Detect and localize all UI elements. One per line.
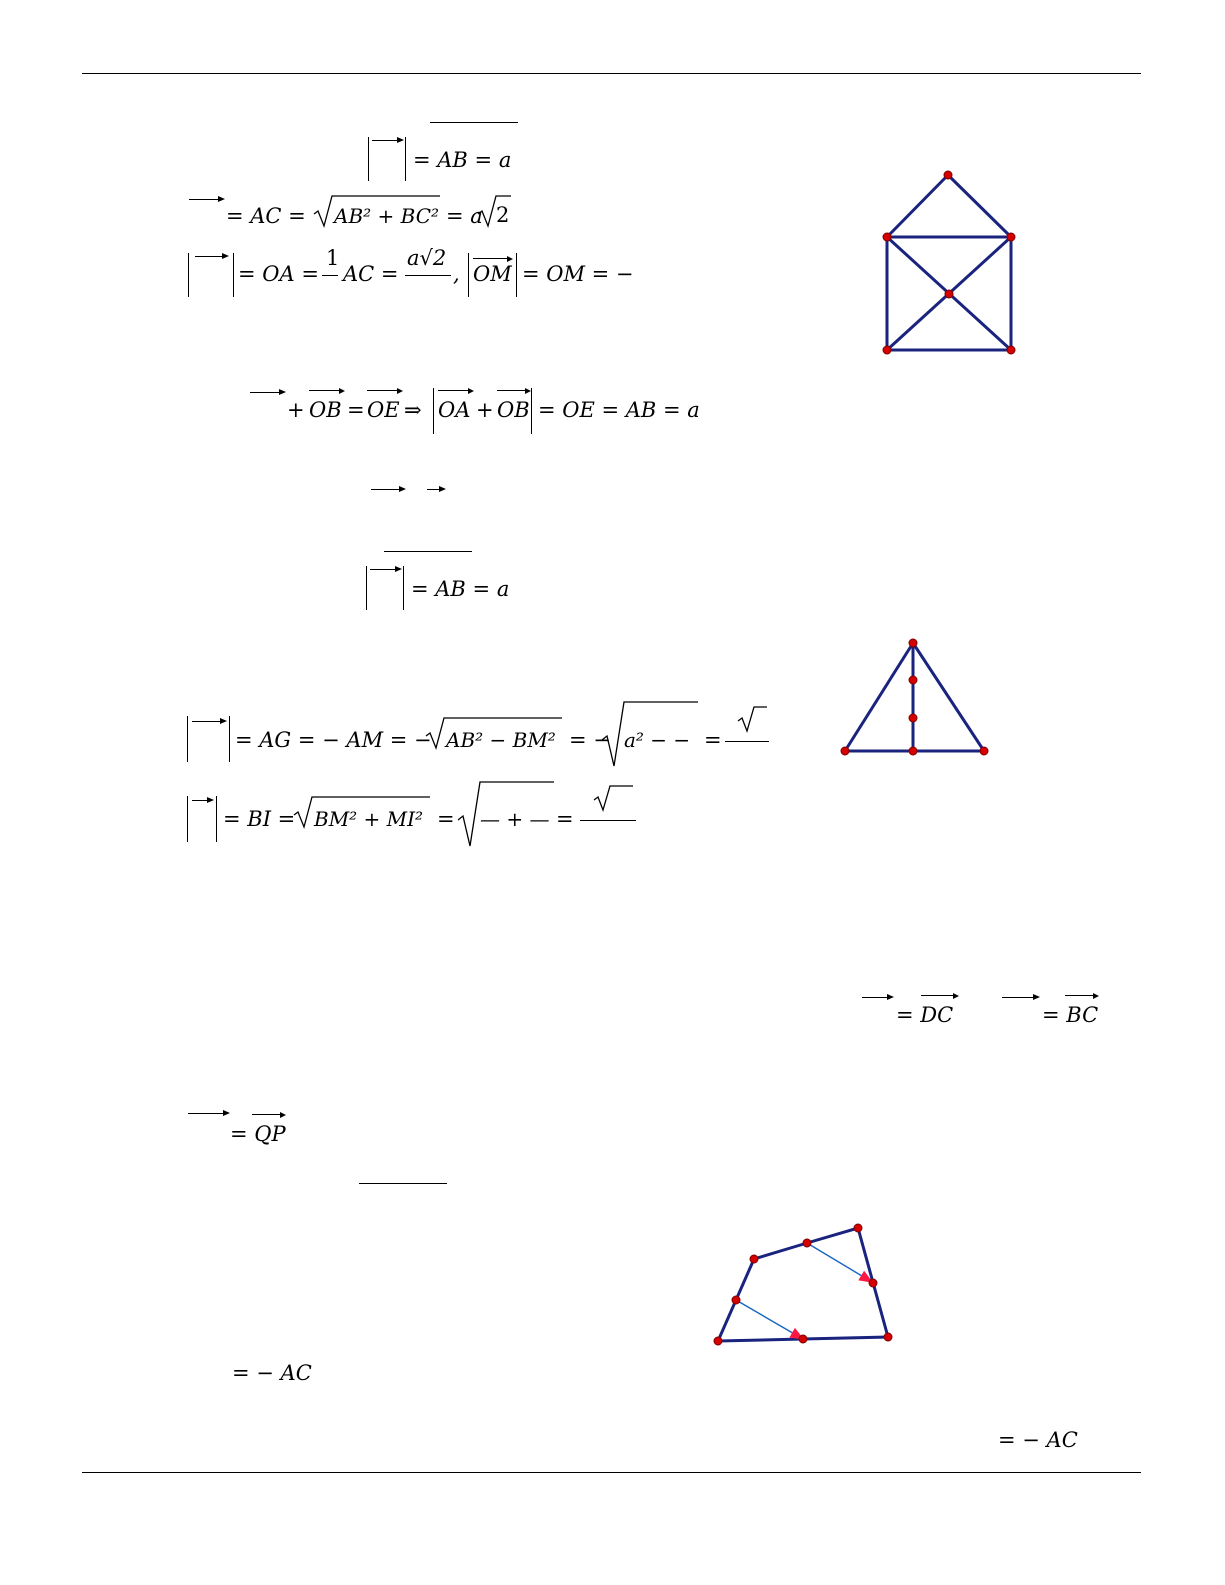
equals-sign: =: [556, 807, 574, 831]
vector-label: OM: [473, 262, 512, 286]
vector-arrow: [372, 140, 402, 141]
equation-line-7-radicand: BM² + MI²: [314, 807, 424, 831]
point: [732, 1296, 740, 1304]
abs-bar-right: [229, 716, 230, 762]
vector-arrow: [921, 995, 957, 996]
plus-sign: +: [287, 398, 305, 422]
equation-line-4-end: = OE = AB = a: [538, 398, 700, 422]
point: [909, 714, 917, 722]
point: [909, 747, 917, 755]
equation-line-6-radicand: AB² − BM²: [446, 728, 556, 752]
point: [909, 676, 917, 684]
equation-line-2-result: = a: [446, 204, 483, 228]
vector-arrow: [1002, 997, 1038, 998]
point: [909, 639, 917, 647]
vector-arrow: [367, 390, 401, 391]
fraction-numerator: a√2: [407, 246, 447, 270]
abs-bar-left: [468, 253, 469, 297]
vector-arrow: [192, 800, 212, 801]
square-house-figure: [880, 168, 1020, 360]
vector-arrow: [370, 569, 400, 570]
abs-bar-right: [233, 253, 234, 297]
equation-line-6: = AG = − AM = −: [235, 728, 432, 752]
equation-line-7-radicand-2: — + —: [480, 807, 550, 831]
vector-arrow: [309, 390, 343, 391]
point: [854, 1224, 862, 1232]
fraction-bar: [405, 275, 451, 276]
equation-line-8b: = BC: [1042, 1003, 1099, 1027]
overline: [359, 1183, 447, 1184]
abs-bar-right: [216, 796, 217, 842]
abs-bar-left: [433, 388, 434, 434]
equation-line-5: = AB = a: [411, 577, 510, 601]
abs-bar-left: [187, 716, 188, 762]
point: [1007, 346, 1015, 354]
vector-arrow: [189, 199, 223, 200]
implies-sign: ⇒: [404, 398, 422, 422]
sqrt-sign: [592, 784, 634, 814]
point: [884, 1333, 892, 1341]
point: [883, 233, 891, 241]
vector-arrow: [371, 489, 404, 490]
abs-bar-left: [188, 253, 189, 297]
equation-line-3-end: = OM = −: [522, 262, 634, 286]
triangle-figure: [838, 636, 994, 760]
point: [1007, 233, 1015, 241]
vector-arrow: [1065, 995, 1097, 996]
equation-line-2-radicand: AB² + BC²: [334, 204, 440, 228]
point: [883, 346, 891, 354]
equation-line-2: = AC =: [226, 204, 306, 228]
vector-arrow: [188, 1113, 228, 1114]
vector-arrow: [438, 390, 472, 391]
point: [869, 1279, 877, 1287]
abs-bar-right: [403, 566, 404, 610]
point: [980, 747, 988, 755]
equation-line-2-root: 2: [496, 203, 510, 227]
footer-rule: [82, 1472, 1141, 1473]
point: [945, 290, 953, 298]
vector-label: OE: [367, 398, 400, 422]
fraction-numerator: 1: [326, 246, 340, 270]
vector-arrow: [250, 392, 284, 393]
fraction-bar: [725, 741, 769, 742]
sqrt-sign: [736, 705, 768, 735]
vector-arrow: [473, 258, 511, 259]
overline: [430, 122, 518, 123]
vector-label: OB: [309, 398, 342, 422]
equation-line-6-radicand-2: a² − −: [624, 728, 691, 752]
vector-label: OB: [497, 398, 530, 422]
abs-bar-left: [368, 137, 369, 181]
abs-bar-right: [405, 137, 406, 181]
vector-arrow: [252, 1114, 284, 1115]
equation-line-8a: = DC: [896, 1003, 954, 1027]
equation-line-11: = − AC: [998, 1428, 1078, 1452]
equals-sign: =: [437, 807, 455, 831]
overline: [384, 551, 472, 552]
equation-line-10: = − AC: [232, 1361, 312, 1385]
fraction-bar: [580, 820, 636, 821]
comma: ,: [453, 262, 460, 286]
equals-sign: =: [704, 728, 722, 752]
vector-arrow: [195, 256, 227, 257]
abs-bar-right: [516, 253, 517, 297]
vector-arrow: [497, 390, 529, 391]
abs-bar-left: [366, 566, 367, 610]
vector-arrow: [862, 997, 892, 998]
point: [841, 747, 849, 755]
point: [803, 1239, 811, 1247]
point: [944, 171, 952, 179]
point: [714, 1337, 722, 1345]
equation-line-1: = AB = a: [413, 148, 512, 172]
equals-sign: =: [347, 398, 365, 422]
vector-arrow: [427, 489, 444, 490]
plus-sign: +: [476, 398, 494, 422]
fraction-bar: [322, 275, 338, 276]
quadrilateral-figure: [712, 1220, 896, 1348]
abs-bar-left: [187, 796, 188, 842]
vector-label: OA: [438, 398, 471, 422]
equation-line-6-mid: = −: [569, 728, 611, 752]
header-rule: [82, 73, 1141, 74]
equation-line-7: = BI =: [223, 807, 296, 831]
vector-arrow: [192, 721, 225, 722]
equation-line-3: = OA =: [238, 262, 319, 286]
abs-bar-right: [531, 388, 532, 434]
equation-line-3-mid: AC =: [343, 262, 399, 286]
point: [750, 1255, 758, 1263]
point: [799, 1335, 807, 1343]
equation-line-9: = QP: [230, 1122, 286, 1146]
